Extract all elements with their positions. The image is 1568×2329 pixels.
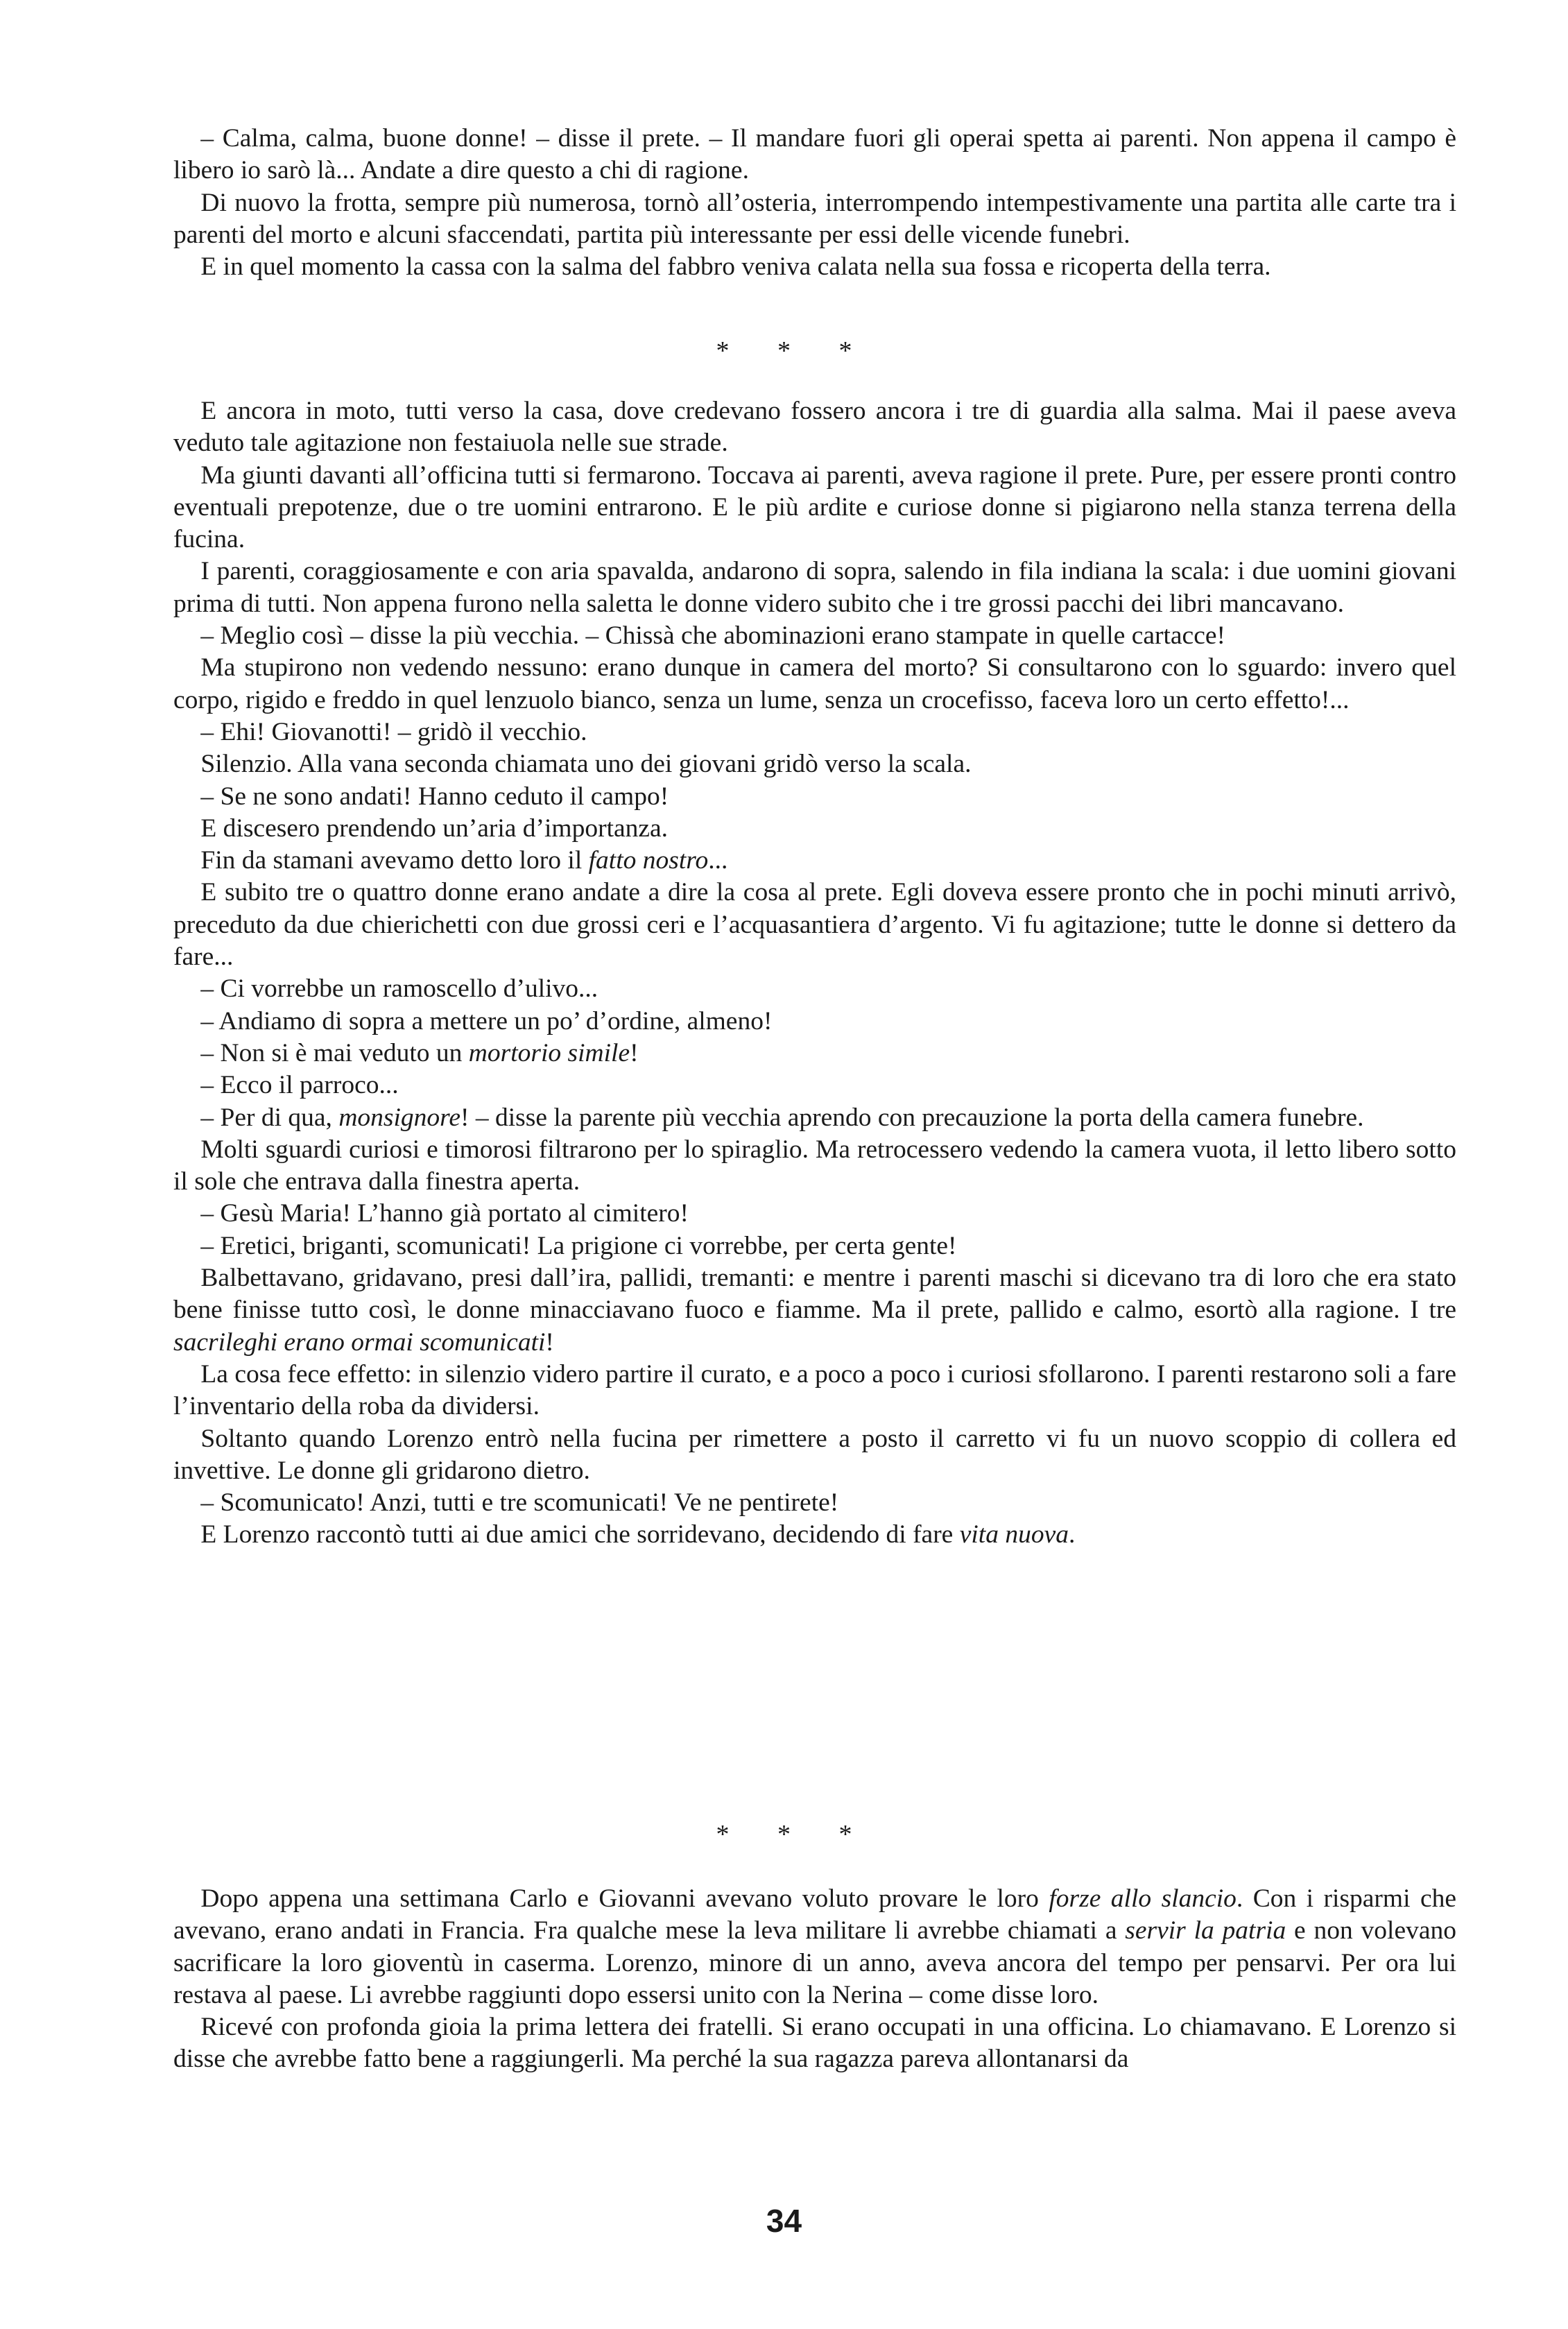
paragraph: Soltanto quando Lorenzo entrò nella fucina per rimettere a posto il carretto vi fu un nuovo scoppio di collera ed invettive. Le donne gli gridarono dietro. bbox=[173, 1424, 1456, 1485]
paragraph: Ma stupirono non vedendo nessuno: erano dunque in camera del morto? Si consultarono con lo sguardo: invero quel corpo, rigido e freddo in quel lenzuolo bianco, senza un lume, senza un crocefisso, faceva loro un certo effetto!... bbox=[173, 653, 1456, 714]
paragraph: – Per di qua, monsignore! – disse la parente più vecchia aprendo con precauzione la porta della camera funebre. bbox=[200, 1103, 1364, 1132]
paragraph: E in quel momento la cassa con la salma del fabbro veniva calata nella sua fossa e ricoperta della terra. bbox=[200, 252, 1271, 282]
paragraph: Silenzio. Alla vana seconda chiamata uno dei giovani gridò verso la scala. bbox=[200, 750, 972, 779]
text-block-3 bbox=[173, 1883, 1456, 2076]
section-separator: * * * bbox=[716, 336, 873, 366]
text-block-1 bbox=[173, 123, 1456, 283]
paragraph: Balbettavano, gridavano, presi dall’ira, pallidi, tremanti: e mentre i parenti maschi si dicevano tra di loro che era stato bene finisse tutto così, le donne minacciavano fuoco e fiamme. Ma il prete, pallido e calmo, esortò alla ragione. I tre sacrileghi erano ormai scomunicati! bbox=[173, 1264, 1456, 1357]
paragraph: Molti sguardi curiosi e timorosi filtrarono per lo spiraglio. Ma retrocessero vedendo la camera vuota, il letto libero sotto il sole che entrava dalla finestra aperta. bbox=[173, 1135, 1456, 1196]
paragraph: – Andiamo di sopra a mettere un po’ d’ordine, almeno! bbox=[200, 1006, 773, 1035]
section-separator: * * * bbox=[716, 1820, 873, 1849]
paragraph: – Ecco il parroco... bbox=[200, 1071, 399, 1100]
paragraph: – Ci vorrebbe un ramoscello d’ulivo... bbox=[200, 974, 598, 1004]
paragraph: Di nuovo la frotta, sempre più numerosa, tornò all’osteria, interrompendo intempestivamente una partita alle carte tra i parenti del morto e alcuni sfaccendati, partita più interessante per essi delle vicende funebri. bbox=[173, 188, 1456, 249]
paragraph: E ancora in moto, tutti verso la casa, dove credevano fossero ancora i tre di guardia alla salma. Mai il paese aveva veduto tale agitazione non festaiuola nelle sue strade. bbox=[173, 397, 1456, 458]
paragraph: I parenti, coraggiosamente e con aria spavalda, andarono di sopra, salendo in fila indiana la scala: i due uomini giovani prima di tutti. Non appena furono nella saletta le donne videro subito che i tre grossi pacchi dei libri mancavano. bbox=[173, 557, 1456, 618]
paragraph: – Se ne sono andati! Hanno ceduto il campo! bbox=[200, 782, 669, 811]
paragraph: – Ehi! Giovanotti! – gridò il vecchio. bbox=[200, 717, 587, 746]
paragraph: – Calma, calma, buone donne! – disse il prete. – Il mandare fuori gli operai spetta ai parenti. Non appena il campo è libero io sarò là... Andate a dire questo a chi di ragione. bbox=[173, 124, 1456, 185]
paragraph: – Meglio così – disse la più vecchia. – Chissà che abominazioni erano stampate in quelle cartacce! bbox=[200, 621, 1225, 651]
paragraph: Ricevé con profonda gioia la prima lettera dei fratelli. Si erano occupati in una officina. Lo chiamavano. E Lorenzo si disse che avrebbe fatto bene a raggiungerli. Ma perché la sua ragazza pareva allontanarsi da bbox=[173, 2013, 1456, 2074]
text-block-2 bbox=[173, 395, 1456, 1552]
paragraph: Dopo appena una settimana Carlo e Giovanni avevano voluto provare le loro forze allo slancio. Con i risparmi che avevano, erano andati in Francia. Fra qualche mese la leva militare li avrebbe chiamati a servir la patria e non volevano sacrificare la loro gioventù in caserma. Lorenzo, minore di un anno, aveva ancora del tempo per pensarvi. Per ora lui restava al paese. Li avrebbe raggiunti dopo essersi unito con la Nerina – come disse loro. bbox=[173, 1884, 1456, 2009]
paragraph: Fin da stamani avevamo detto loro il fatto nostro... bbox=[200, 846, 728, 875]
paragraph: E subito tre o quattro donne erano andate a dire la cosa al prete. Egli doveva essere pronto che in pochi minuti arrivò, preceduto da due chierichetti con due grossi ceri e l’acquasantiera d’argento. Vi fu agitazione; tutte le donne si dettero da fare... bbox=[173, 878, 1456, 972]
paragraph: E discesero prendendo un’aria d’importanza. bbox=[200, 814, 669, 843]
paragraph: E Lorenzo raccontò tutti ai due amici che sorridevano, decidendo di fare vita nuova. bbox=[200, 1520, 1076, 1549]
paragraph: La cosa fece effetto: in silenzio videro partire il curato, e a poco a poco i curiosi sfollarono. I parenti restarono soli a fare l’inventario della roba da dividersi. bbox=[173, 1359, 1456, 1421]
paragraph: – Scomunicato! Anzi, tutti e tre scomunicati! Ve ne pentirete! bbox=[200, 1488, 839, 1518]
paragraph: – Gesù Maria! L’hanno già portato al cimitero! bbox=[200, 1199, 689, 1228]
paragraph: – Non si è mai veduto un mortorio simile! bbox=[200, 1038, 639, 1067]
paragraph: – Eretici, briganti, scomunicati! La prigione ci vorrebbe, per certa gente! bbox=[200, 1231, 957, 1260]
paragraph: Ma giunti davanti all’officina tutti si fermarono. Toccava ai parenti, aveva ragione il prete. Pure, per essere pronti contro eventuali prepotenze, due o tre uomini entrarono. E le più ardite e curiose donne si pigiarono nella stanza terrena della fucina. bbox=[173, 461, 1456, 554]
page-number: 34 bbox=[766, 2203, 802, 2239]
